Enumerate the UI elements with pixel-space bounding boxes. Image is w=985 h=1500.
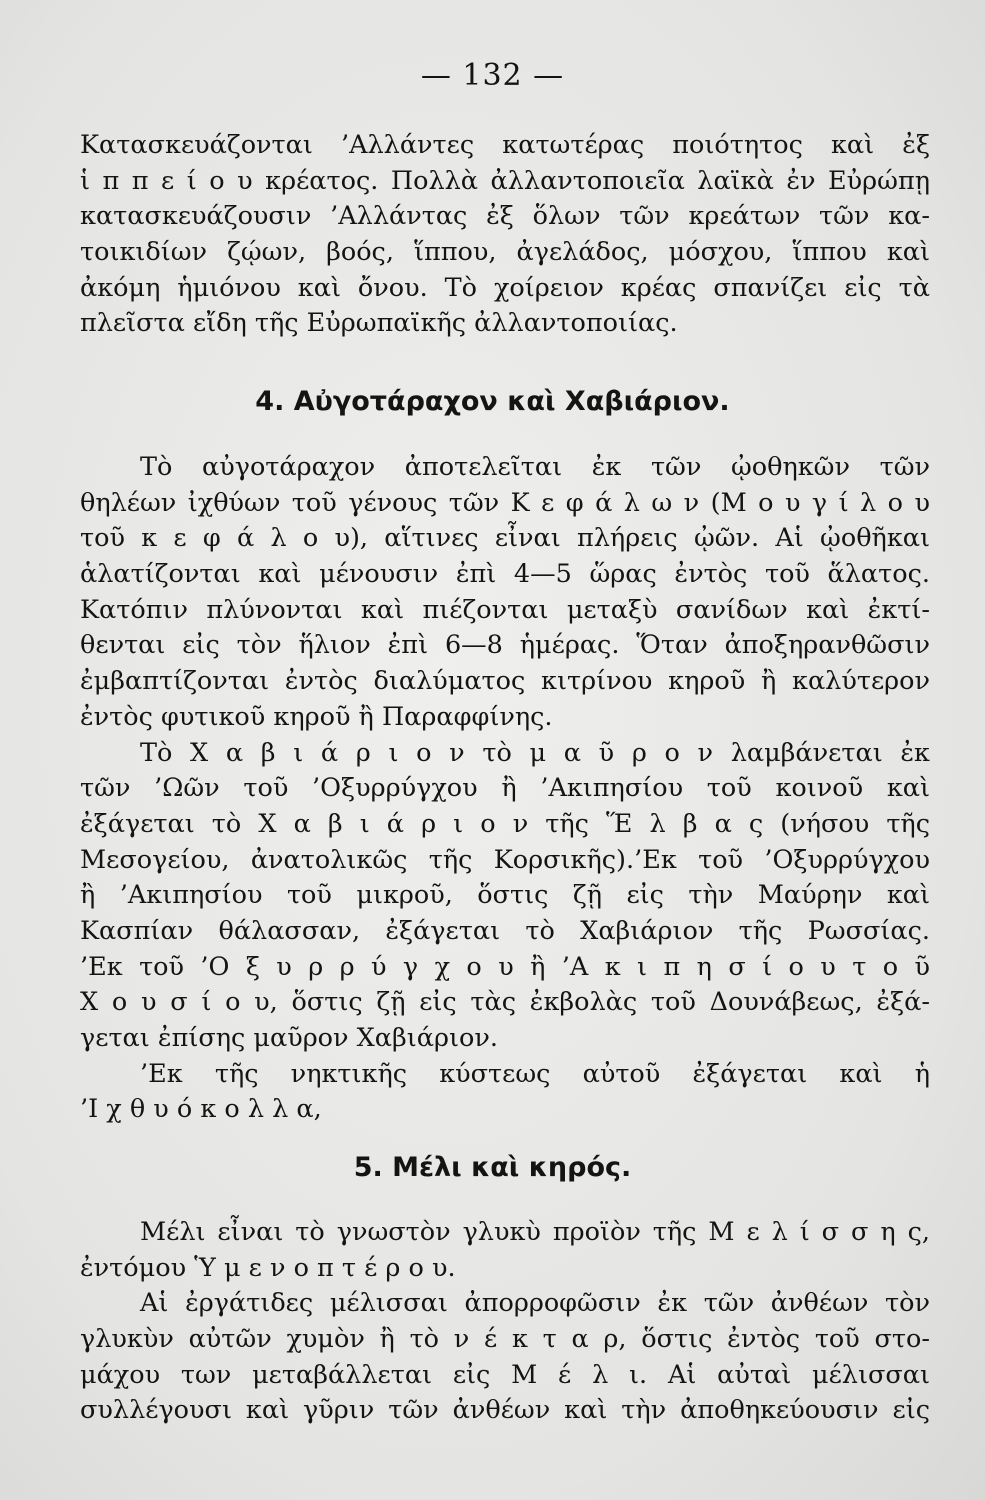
text-line: κατασκευάζουσιν ’Αλλάντας ἐξ ὅλων τῶν κρεάτων τῶν κα- bbox=[80, 201, 930, 232]
text-line: ἐντὸς φυτικοῦ κηροῦ ἢ Παραφφίνης. bbox=[80, 701, 553, 732]
section-heading-4: 4. Αὐγοτάραχον καὶ Χαβιάριον. bbox=[255, 386, 730, 417]
text-line: Χ ο υ σ ί ο υ, ὅστις ζῇ εἰς τὰς ἐκβολὰς τοῦ Δουνάβεως, ἐξά- bbox=[80, 987, 930, 1018]
text-line: ἱ π π ε ί ο υ κρέατος. Πολλὰ ἀλλαντοποιεῖα λαϊκὰ ἐν Εὐρώπῃ bbox=[80, 165, 930, 196]
text-line: Αἱ ἐργάτιδες μέλισσαι ἀπορροφῶσιν ἐκ τῶν ἀνθέων τὸν bbox=[140, 1288, 930, 1319]
text-line: Τὸ αὐγοτάραχον ἀποτελεῖται ἐκ τῶν ᾠοθηκῶν τῶν bbox=[140, 452, 930, 482]
text-line: Τὸ Χ α β ι ά ρ ι ο ν τὸ μ α ῦ ρ ο ν λαμβάνεται ἐκ bbox=[140, 737, 930, 768]
text-line: ’Εκ τῆς νηκτικῆς κύστεως αὐτοῦ ἐξάγεται καὶ ἡ bbox=[140, 1058, 930, 1089]
text-line: Μέλι εἶναι τὸ γνωστὸν γλυκὺ προϊὸν τῆς Μ ε λ ί σ σ η ς, bbox=[140, 1217, 930, 1247]
text-line: Κατόπιν πλύνονται καὶ πιέζονται μεταξὺ σανίδων καὶ ἐκτί- bbox=[80, 594, 930, 625]
text-line: ἐξάγεται τὸ Χ α β ι ά ρ ι ο ν τῆς Ἕ λ β α ς (νήσου τῆς bbox=[80, 808, 930, 839]
text-line: τῶν ’Ωῶν τοῦ ’Οξυρρύγχου ἢ ’Ακιπησίου τοῦ κοινοῦ καὶ bbox=[80, 773, 930, 804]
text-line: συλλέγουσι καὶ γῦριν τῶν ἀνθέων καὶ τὴν ἀποθηκεύουσιν εἰς bbox=[80, 1395, 930, 1426]
text-line: ἢ ’Ακιπησίου τοῦ μικροῦ, ὅστις ζῇ εἰς τὴν Μαύρην καὶ bbox=[80, 880, 930, 911]
text-line: ἀκόμη ἡμιόνου καὶ ὄνου. Τὸ χοίρειον κρέας σπανίζει εἰς τὰ bbox=[80, 272, 930, 303]
text-line: γλυκὺν αὐτῶν χυμὸν ἢ τὸ ν έ κ τ α ρ, ὅστις ἐντὸς τοῦ στο- bbox=[80, 1324, 930, 1355]
text-line: ’Εκ τοῦ ’Ο ξ υ ρ ρ ύ γ χ ο υ ἢ ’Α κ ι π η σ ί ο υ τ ο ῦ bbox=[80, 951, 930, 982]
page-number: — 132 — bbox=[420, 58, 565, 93]
paragraph-sausages bbox=[80, 128, 930, 342]
text-line: Κατασκευάζονται ’Αλλάντες κατωτέρας ποιότητος καὶ ἐξ bbox=[80, 130, 930, 160]
text-line: γεται ἐπίσης μαῦρον Χαβιάριον. bbox=[80, 1023, 498, 1053]
text-line: Μεσογείου, ἀνατολικῶς τῆς Κορσικῆς).’Εκ τοῦ ’Οξυρρύγχου bbox=[80, 844, 930, 875]
text-line: ἐμβαπτίζονται ἐντὸς διαλύματος κιτρίνου κηροῦ ἢ καλύτερον bbox=[80, 666, 930, 697]
text-line: ’Ι χ θ υ ό κ ο λ λ α, bbox=[80, 1094, 322, 1125]
paragraph-caviar bbox=[80, 450, 930, 1128]
text-line: τοῦ κ ε φ ά λ ο υ), αἵτινες εἶναι πλήρεις ᾠῶν. Αἱ ᾠοθῆκαι bbox=[80, 523, 930, 554]
text-line: ἐντόμου Ὑ μ ε ν ο π τ έ ρ ο υ. bbox=[80, 1252, 456, 1283]
text-line: ἁλατίζονται καὶ μένουσιν ἐπὶ 4—5 ὥρας ἐντὸς τοῦ ἅλατος. bbox=[80, 559, 930, 590]
text-line: θενται εἰς τὸν ἥλιον ἐπὶ 6—8 ἡμέρας. Ὅταν ἀποξηρανθῶσιν bbox=[80, 630, 930, 661]
section-heading-5: 5. Μέλι καὶ κηρός. bbox=[353, 1152, 632, 1183]
text-line: τοικιδίων ζῴων, βοός, ἵππου, ἀγελάδος, μόσχου, ἵππου καὶ bbox=[80, 237, 930, 268]
text-line: μάχου των μεταβάλλεται εἰς Μ έ λ ι. Αἱ αὐταὶ μέλισσαι bbox=[80, 1359, 930, 1390]
text-line: πλεῖστα εἴδη τῆς Εὐρωπαϊκῆς ἀλλαντοποιίας. bbox=[80, 308, 678, 339]
paragraph-honey bbox=[80, 1215, 930, 1429]
text-line: θηλέων ἰχθύων τοῦ γένους τῶν Κ ε φ ά λ ω ν (Μ ο υ γ ί λ ο υ bbox=[80, 487, 930, 518]
text-line: Κασπίαν θάλασσαν, ἐξάγεται τὸ Χαβιάριον τῆς Ρωσσίας. bbox=[80, 915, 930, 946]
